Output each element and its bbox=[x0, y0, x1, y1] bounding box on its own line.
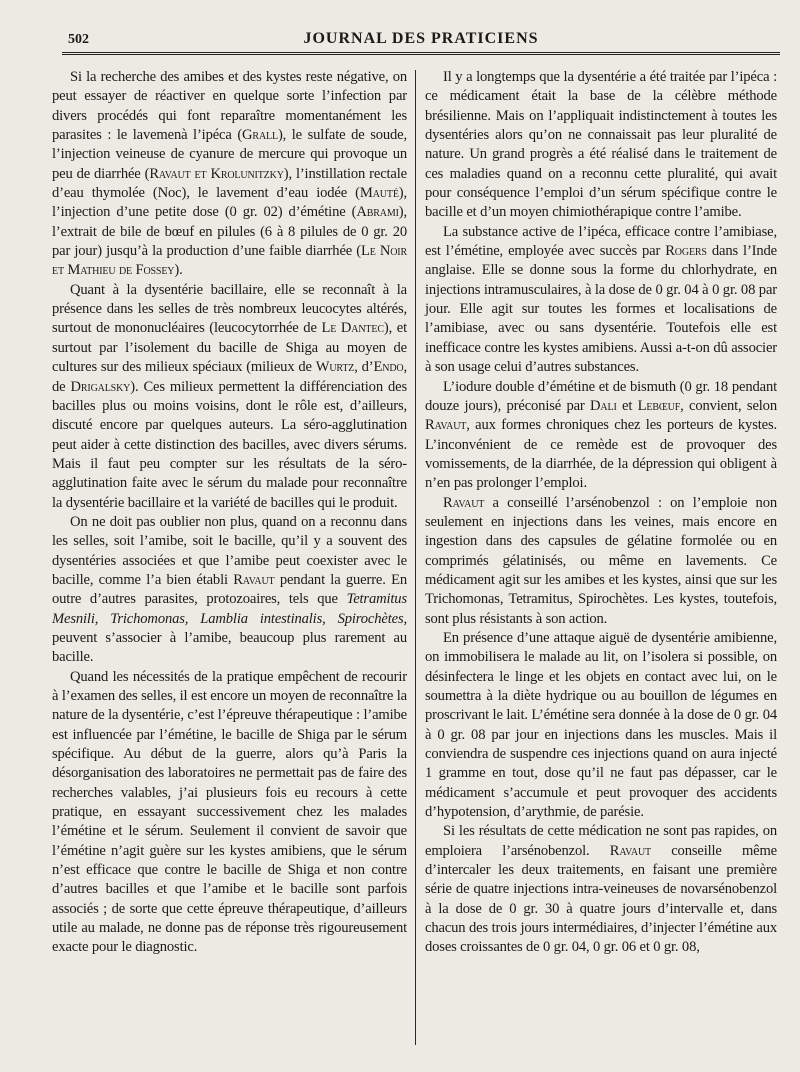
author-name: Ravaut et Krolunitzky bbox=[149, 165, 284, 182]
page-header bbox=[62, 30, 780, 52]
author-name: Le Noir et Mathieu de Fossey bbox=[52, 243, 407, 279]
author-name: Endo bbox=[373, 359, 404, 376]
author-name: Grall bbox=[242, 127, 278, 144]
left-column bbox=[52, 68, 407, 958]
column-divider bbox=[415, 70, 416, 1045]
paragraph: On ne doit pas oublier non plus, quand on a reconnu dans les selles, soit l’amibe, soit le bacille, qu’il y a souvent des dysentéries associées et que l’amibe peut coexister avec le bacille, comme l’a bien établi Ravaut pendant la guerre. En outre d’autres parasites, protozoaires, tels que Tetramitus Mesnili, Trichomonas, Lamblia intestinalis, Spirochètes, peuvent s’associer à l’amibe, beaucoup plus rarement au bacille. bbox=[52, 513, 407, 666]
paragraph: Si la recherche des amibes et des kystes reste négative, on peut essayer de réactiver en quelque sorte l’infection par divers procédés qui font reparaître momentanément les parasites : le lavemenà l’ipéca (Grall), le sulfate de soude, l’injection veineuse de cyanure de mercure qui provoque un peu de diarrhée (Ravaut et Krolunitzky), l’instillation rectale d’eau thymolée (Noc), le lavement d’eau iodée (Mauté), l’injection d’une petite dose (0 gr. 02) d’émétine (Abrami), l’extrait de bile de bœuf en pilules (6 à 8 pilules de 0 gr. 20 par jour) jusqu’à la production d’une faible diarrhée (Le Noir et Mathieu de Fossey). bbox=[52, 69, 407, 279]
running-title: JOURNAL DES PRATICIENS bbox=[303, 30, 539, 47]
paragraph: La substance active de l’ipéca, efficace contre l’amibiase, est l’émétine, employée avec succès par Rogers dans l’Inde anglaise. Elle se donne sous la forme du chlorhydrate, en injections intramusculaires, à la dose de 0 gr. 04 à 0 gr. 08 par jour. Elle agit sur toutes les formes et localisations de l’amibiase, avec ou sans dysentérie. Toutefois elle est inefficace contre les kystes amibiens. Aussi a-t-on dû associer à son usage celui d’autres substances. bbox=[425, 223, 777, 376]
species-names: Tetramitus Mesnili, Trichomonas, Lamblia intestinalis, Spirochètes, bbox=[52, 591, 407, 627]
author-name: Drigalsky bbox=[70, 378, 131, 395]
paragraph: Il y a longtemps que la dysentérie a été traitée par l’ipéca : ce médicament était la base de la célèbre méthode brésilienne. Mais on l’appliquait indistinctement à toutes les dysentéries alors qu’on ne connaissait pas leur pluralité de nature. Un grand progrès a été réalisé dans le traitement de ces maladies quand on a reconnu cette pluralité, qui avait pour conséquence l’emploi d’un sérum spécifique contre le bacille et d’un moyen chimiothérapique contre l’amibe. bbox=[425, 69, 777, 221]
paragraph: Si les résultats de cette médication ne sont pas rapides, on emploiera l’arsénobenzol. Ravaut conseille même d’intercaler les deux traitements, en faisant une première série de quatre injections intra-veineuses de novarsénobenzol à la dose de 0 gr. 30 à quatre jours d’intervalle et, dans chacun des trois jours intermédiaires, d’injecter l’émétine aux doses croissantes de 0 gr. 04, 0 gr. 06 et 0 gr. 08, bbox=[425, 823, 778, 956]
author-name: Wurtz bbox=[315, 359, 355, 376]
author-name: Rogers bbox=[665, 243, 707, 260]
paragraph: L’iodure double d’émétine et de bismuth (0 gr. 18 pendant douze jours), préconisé par Dali et Lebœuf, convient, selon Ravaut, aux formes chroniques chez les porteurs de kystes. L’inconvénient de ce remède est de provoquer des vomissements, de la diarrhée, de la dépression qui obligent à n’en pas prolonger l’emploi. bbox=[425, 378, 777, 492]
paragraph: Quand les nécessités de la pratique empêchent de recourir à l’examen des selles, il est encore un moyen de reconnaître la nature de la dysentérie, c’est l’épreuve thérapeutique : l’amibe est influencée par l’émétine, le bacille de Shiga par le sérum spécifique. Au début de la guerre, alors qu’à Paris la désorganisation des laboratoires ne permettait pas de faire des recherches valables, j’ai plusieurs fois eu recours à cette pratique, en essayant successivement chez les malades l’émétine et le sérum. Seulement il convient de savoir que l’émétine n’agit guère sur les kystes amibiens, que le sérum n’est efficace que contre le bacille de Shiga et non contre d’autres bacilles et que l’amibe et le bacille sont parfois associés ; de sorte que cette épreuve thérapeutique, d’ailleurs utile au malade, ne donne pas de réponse très rigoureusement exacte pour le diagnostic. bbox=[52, 668, 407, 956]
author-name: Ravaut bbox=[443, 494, 485, 511]
author-name: Ravaut bbox=[609, 842, 651, 859]
author-name: Abrami bbox=[356, 204, 399, 221]
paragraph: En présence d’une attaque aiguë de dysentérie amibienne, on immobilisera le malade au lit, on l’isolera si possible, on désinfectera le linge et les objets en contact avec lui, on le soumettra à la diète hydrique ou au bouillon de légumes en proscrivant le lait. L’émétine sera donnée à la dose de 0 gr. 04 à 0 gr. 08 par jour en injections dans les muscles. Mais il conviendra de suspendre ces injections quand on aura injecté 1 gramme en tout, dose qu’il ne faut pas dépasser, car le médicament s’accumule et peut provoquer des accidents d’hypotension, d’arythmie, de parésie. bbox=[425, 629, 777, 821]
author-name: Lebœuf bbox=[637, 397, 681, 414]
paragraph: Quant à la dysentérie bacillaire, elle se reconnaît à la présence dans les selles de très nombreux leucocytes altérés, surtout de mononucléaires (leucocytorrhée de Le Dantec), et surtout par l’isolement du bacille de Shiga au moyen de cultures sur des milieux spéciaux (milieux de Wurtz, d’Endo, de Drigalsky). Ces milieux permettent la différenciation des bacilles plus ou moins voisins, dont le rôle est, d’ailleurs, discuté encore par quelques auteurs. La séro-agglutination peut aider à cette distinction des bacilles, avec divers sérums. Mais il faut peu compter sur les résultats de la séro-agglutination faite avec le sérum du malade pour reconnaître la dysentérie bacillaire et la variété de bacilles qui le produit. bbox=[52, 281, 407, 511]
author-name: Ravaut bbox=[425, 417, 467, 434]
author-name: Le Dantec bbox=[321, 320, 384, 337]
author-name: Ravaut bbox=[233, 571, 275, 588]
page-number: 502 bbox=[68, 32, 89, 47]
author-name: Mauté bbox=[359, 185, 399, 202]
header-rule bbox=[62, 52, 780, 55]
author-name: Dali bbox=[590, 397, 617, 414]
right-column bbox=[425, 68, 777, 958]
paragraph: Ravaut a conseillé l’arsénobenzol : on l’emploie non seulement en injections dans les veines, mais encore en ingestion dans des capsules de gélatine formolée ou en comprimés gélatinisés, ou même en lavements. Ce médicament agit sur les amibes et les kystes, ainsi que sur les Trichomonas, Tetramitus, Spirochètes. Les kystes, toutefois, sont plus résistants à son action. bbox=[425, 494, 777, 627]
